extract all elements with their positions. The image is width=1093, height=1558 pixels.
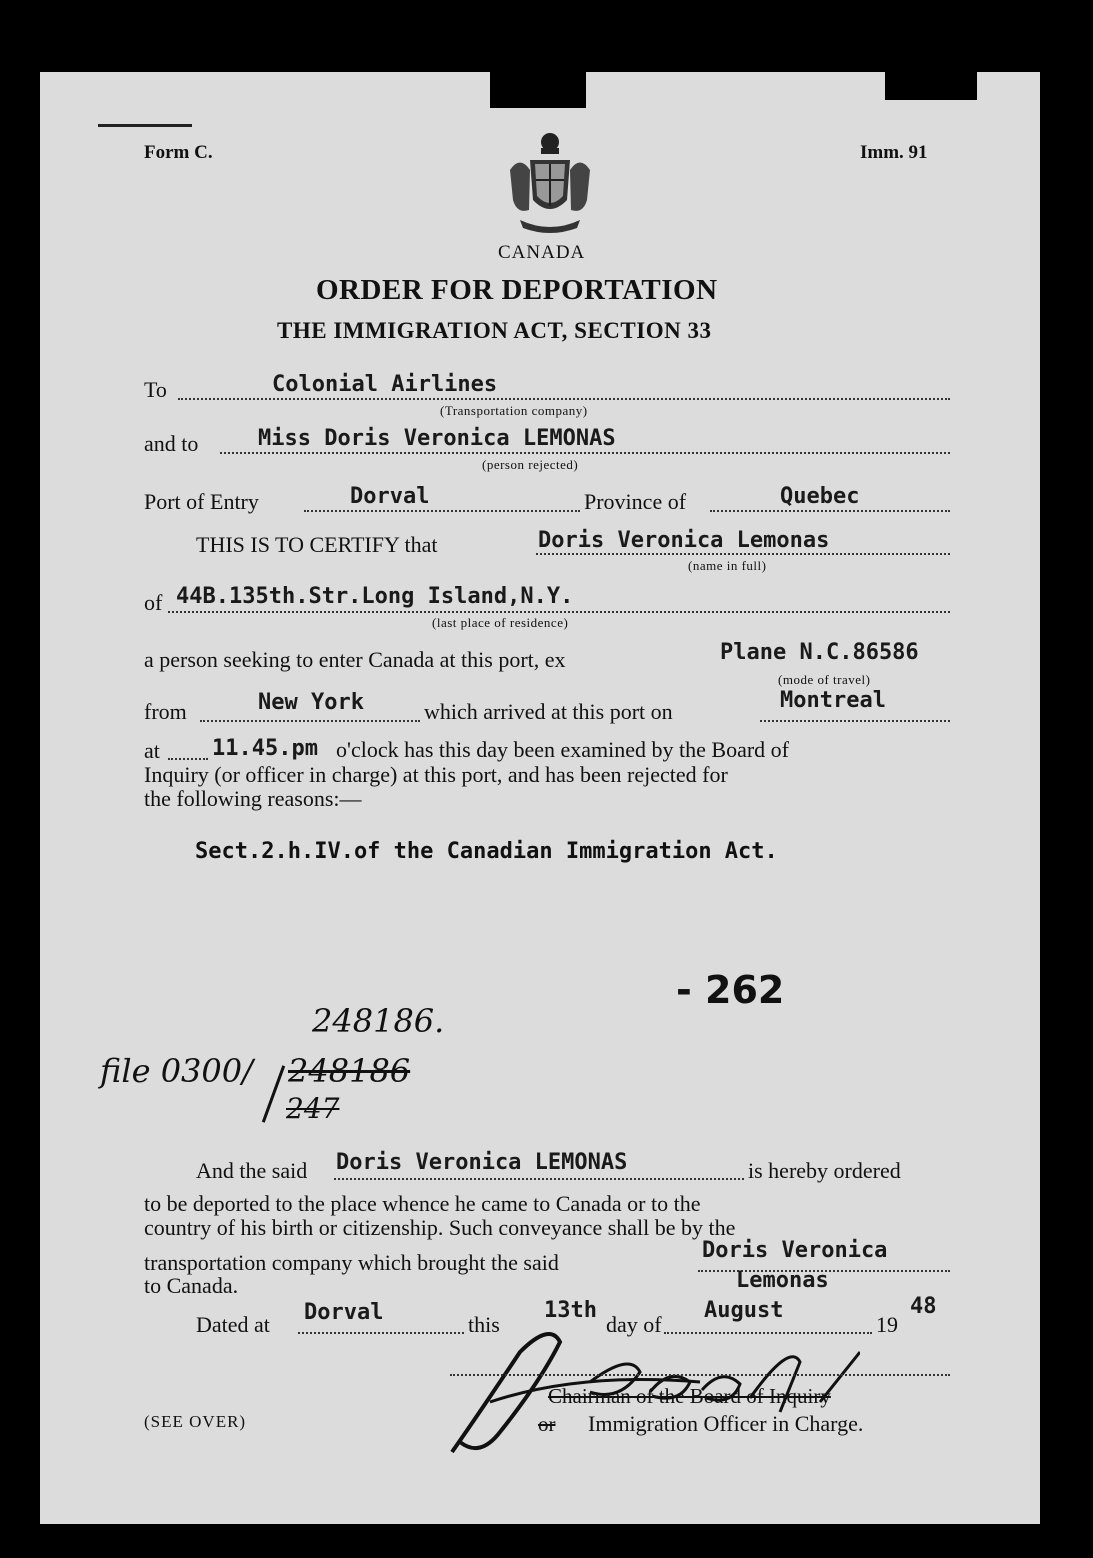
handwritten-slash (262, 1065, 285, 1122)
certify-label: THIS IS TO CERTIFY that (196, 532, 438, 557)
month-value: August (704, 1298, 784, 1323)
of-label: of (144, 590, 163, 615)
day-value: 13th (544, 1298, 597, 1323)
document-subtitle: THE IMMIGRATION ACT, SECTION 33 (277, 318, 712, 343)
rejection-reason: Sect.2.h.IV.of the Canadian Immigration Act. (195, 839, 778, 864)
document-title: ORDER FOR DEPORTATION (316, 274, 718, 306)
coat-of-arms-icon (505, 130, 595, 240)
dotted-line (760, 720, 950, 722)
dotted-line (334, 1178, 744, 1180)
deported-text: to be deported to the place whence he came to Canada or to the (144, 1191, 701, 1216)
this-label: this (468, 1312, 500, 1337)
port-value: Dorval (350, 484, 430, 509)
and-to-label: and to (144, 431, 199, 456)
dated-label: Dated at (196, 1312, 270, 1337)
transport-company-value: Colonial Airlines (272, 372, 498, 397)
dotted-line (200, 720, 420, 722)
residence-caption: (last place of residence) (432, 615, 569, 630)
handwritten-file-struck: 248186 (288, 1052, 411, 1090)
from-label: from (144, 699, 187, 724)
to-label: To (144, 377, 167, 402)
dated-place-value: Dorval (304, 1300, 384, 1325)
transport-company-caption: (Transportation company) (440, 403, 588, 418)
dotted-line (168, 758, 208, 760)
reasons-text: the following reasons:— (144, 786, 362, 811)
transport-text: transportation company which brought the said (144, 1250, 559, 1275)
day-of-label: day of (606, 1312, 662, 1337)
arrived-label: which arrived at this port on (424, 699, 673, 724)
document-page (40, 72, 1040, 1524)
province-label: Province of (584, 489, 687, 514)
said-brought-value-2: Lemonas (736, 1268, 829, 1293)
mode-of-travel-caption: (mode of travel) (778, 672, 871, 687)
officer-title: Immigration Officer in Charge. (588, 1411, 864, 1436)
residence-value: 44B.135th.Str.Long Island,N.Y. (176, 584, 574, 609)
see-over-note: (SEE OVER) (144, 1412, 247, 1431)
arrived-value: Montreal (780, 688, 886, 713)
officer-prefix: or (538, 1412, 556, 1436)
dotted-line (178, 398, 950, 400)
full-name-caption: (name in full) (688, 558, 767, 573)
dotted-line (304, 510, 580, 512)
dotted-line (710, 510, 950, 512)
seeking-label: a person seeking to enter Canada at this port, ex (144, 647, 566, 672)
province-value: Quebec (780, 484, 860, 509)
year-prefix: 19 (876, 1312, 898, 1337)
chairman-struck-title: Chairman of the Board of Inquiry (548, 1384, 831, 1408)
form-code: Imm. 91 (860, 142, 928, 163)
said-name-value: Doris Veronica LEMONAS (336, 1150, 628, 1175)
handwritten-file-prefix: file 0300/ (100, 1052, 253, 1090)
mode-of-travel-value: Plane N.C.86586 (720, 640, 919, 665)
said-label: And the said (196, 1158, 308, 1183)
form-label: Form C. (144, 142, 213, 163)
person-rejected-caption: (person rejected) (482, 457, 579, 472)
country-name: CANADA (498, 242, 586, 263)
at-label: at (144, 738, 160, 763)
dotted-line (168, 611, 950, 613)
said-brought-value-1: Doris Veronica (702, 1238, 888, 1263)
tape-mark (885, 72, 977, 100)
handwritten-struck-number: 247 (286, 1092, 340, 1125)
person-rejected-value: Miss Doris Veronica LEMONAS (258, 426, 616, 451)
port-label: Port of Entry (144, 489, 259, 514)
country-text: country of his birth or citizenship. Such conveyance shall be by the (144, 1215, 736, 1240)
inquiry-text: Inquiry (or officer in charge) at this port, and has been rejected for (144, 762, 728, 787)
signature-line (450, 1374, 950, 1376)
handwritten-number: 248186. (312, 1002, 445, 1040)
examined-text: o'clock has this day been examined by the Board of (336, 737, 789, 762)
to-canada-text: to Canada. (144, 1273, 239, 1298)
ordered-text: is hereby ordered (748, 1158, 901, 1183)
tape-mark (490, 72, 586, 108)
full-name-value: Doris Veronica Lemonas (538, 528, 830, 553)
year-value: 48 (910, 1294, 937, 1319)
ink-mark (98, 124, 192, 127)
dotted-line (536, 553, 950, 555)
stamp-number: - 262 (676, 968, 785, 1012)
dotted-line (220, 452, 950, 454)
time-value: 11.45.pm (212, 736, 318, 761)
from-value: New York (258, 690, 364, 715)
